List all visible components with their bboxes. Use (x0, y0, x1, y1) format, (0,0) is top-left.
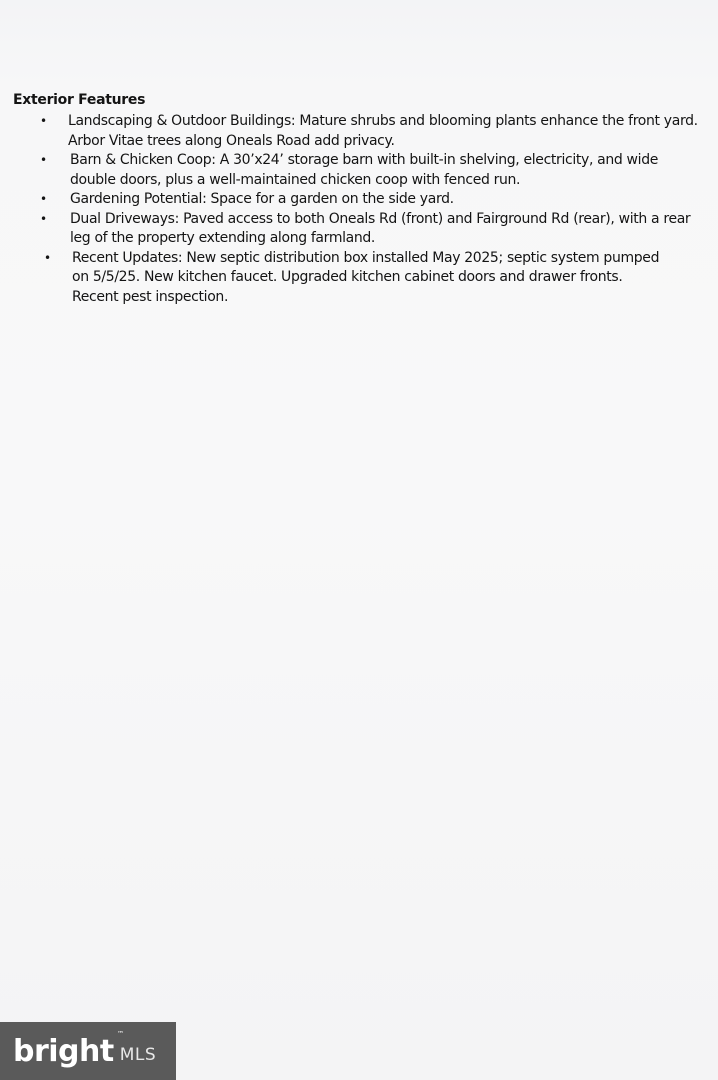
list-item (0, 190, 718, 210)
feature-text: Landscaping & Outdoor Buildings: Mature shrubs and blooming plants enhance the front yard. Arbor Vitae trees along Oneals Road add privacy. (68, 113, 698, 149)
bullet-icon: • (44, 250, 51, 265)
watermark-suffix: MLS (119, 1045, 157, 1065)
list-item (0, 112, 718, 151)
bullet-icon: • (40, 211, 47, 226)
list-item (0, 249, 718, 308)
feature-text: Dual Driveways: Paved access to both Oneals Rd (front) and Fairground Rd (rear), with a rear leg of the property extending along farmland. (70, 210, 691, 246)
bright-mls-watermark (0, 1022, 176, 1080)
bullet-icon: • (40, 192, 47, 206)
feature-text: Recent Updates: New septic distribution box installed May 2025; septic system pumped on 5/5/25. New kitchen faucet. Upgraded kitchen cabinet doors and drawer fronts. Recent pest inspection. (72, 249, 660, 305)
trademark-mark: ™ (117, 1030, 124, 1038)
list-item (0, 151, 718, 190)
bullet-icon: • (40, 153, 47, 167)
feature-text: Barn & Chicken Coop: A 30’x24’ storage barn with built-in shelving, electricity, and wide double doors, plus a well-maintained chicken coop with fenced run. (70, 152, 658, 188)
section-title: Exterior Features (13, 92, 146, 108)
feature-list (0, 112, 718, 307)
watermark-brand: bright (13, 1033, 114, 1069)
feature-text: Gardening Potential: Space for a garden on the side yard. (70, 191, 454, 207)
list-item (0, 210, 718, 249)
bullet-icon: • (40, 114, 47, 128)
